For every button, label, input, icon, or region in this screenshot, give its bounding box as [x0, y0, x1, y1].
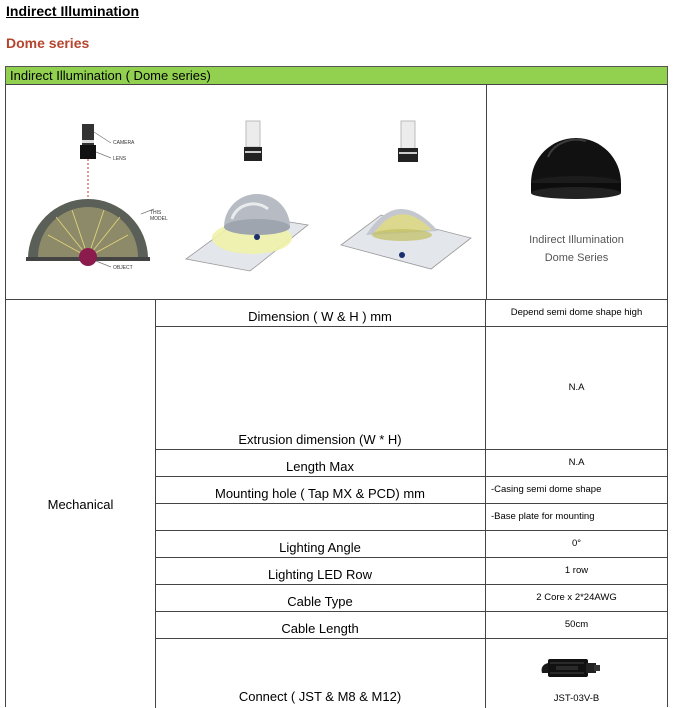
dome-on-plate [186, 121, 308, 271]
jst-connector-icon [486, 647, 667, 697]
table-row-label: Dimension ( W & H ) mm [155, 300, 486, 327]
table-row-label: Connect ( JST & M8 & M12) [155, 639, 486, 708]
cross-section-diagram [26, 124, 154, 267]
table-row-label: Lighting LED Row [155, 558, 486, 585]
table-row-value: 50cm [486, 612, 667, 639]
label-object: OBJECT [113, 265, 133, 271]
table-title-bar: Indirect Illumination ( Dome series) [5, 66, 668, 85]
table-row-value: -Casing semi dome shape [486, 477, 667, 504]
table-row-label: Extrusion dimension (W * H) [155, 327, 486, 450]
dome-illustration [6, 85, 486, 299]
table-row-value: N.A [486, 450, 667, 477]
image-row [5, 84, 668, 300]
table-row-value: 2 Core x 2*24AWG [486, 585, 667, 612]
illustration-panel [6, 85, 487, 299]
table-row-value: N.A [486, 327, 667, 450]
dome-cutaway [341, 121, 471, 269]
table-row-label: Length Max [155, 450, 486, 477]
product-caption-line2: Dome Series [544, 252, 609, 264]
table-row-value: Depend semi dome shape high [486, 300, 667, 327]
product-panel [486, 85, 667, 299]
table-row-label: Lighting Angle [155, 531, 486, 558]
category-label: Mechanical [47, 496, 114, 512]
label-lens: LENS [113, 156, 127, 162]
spec-table [5, 299, 668, 707]
table-row-value: -Base plate for mounting [486, 504, 667, 531]
page-title: Indirect Illumination [6, 3, 140, 19]
table-row-label: Cable Length [155, 612, 486, 639]
table-row-value: 1 row [486, 558, 667, 585]
section-title: Dome series [6, 35, 90, 51]
label-camera: CAMERA [113, 140, 135, 146]
label-this-model: THIS MODEL [150, 210, 168, 222]
table-row-value: 0° [486, 531, 667, 558]
table-row-label [155, 504, 486, 531]
table-row-value: JST-03V-B [486, 639, 667, 708]
mechanical-category [6, 300, 156, 708]
table-row-label: Mounting hole ( Tap MX & PCD) mm [155, 477, 486, 504]
table-row-label: Cable Type [155, 585, 486, 612]
product-caption-line1: Indirect Illumination [529, 234, 624, 246]
